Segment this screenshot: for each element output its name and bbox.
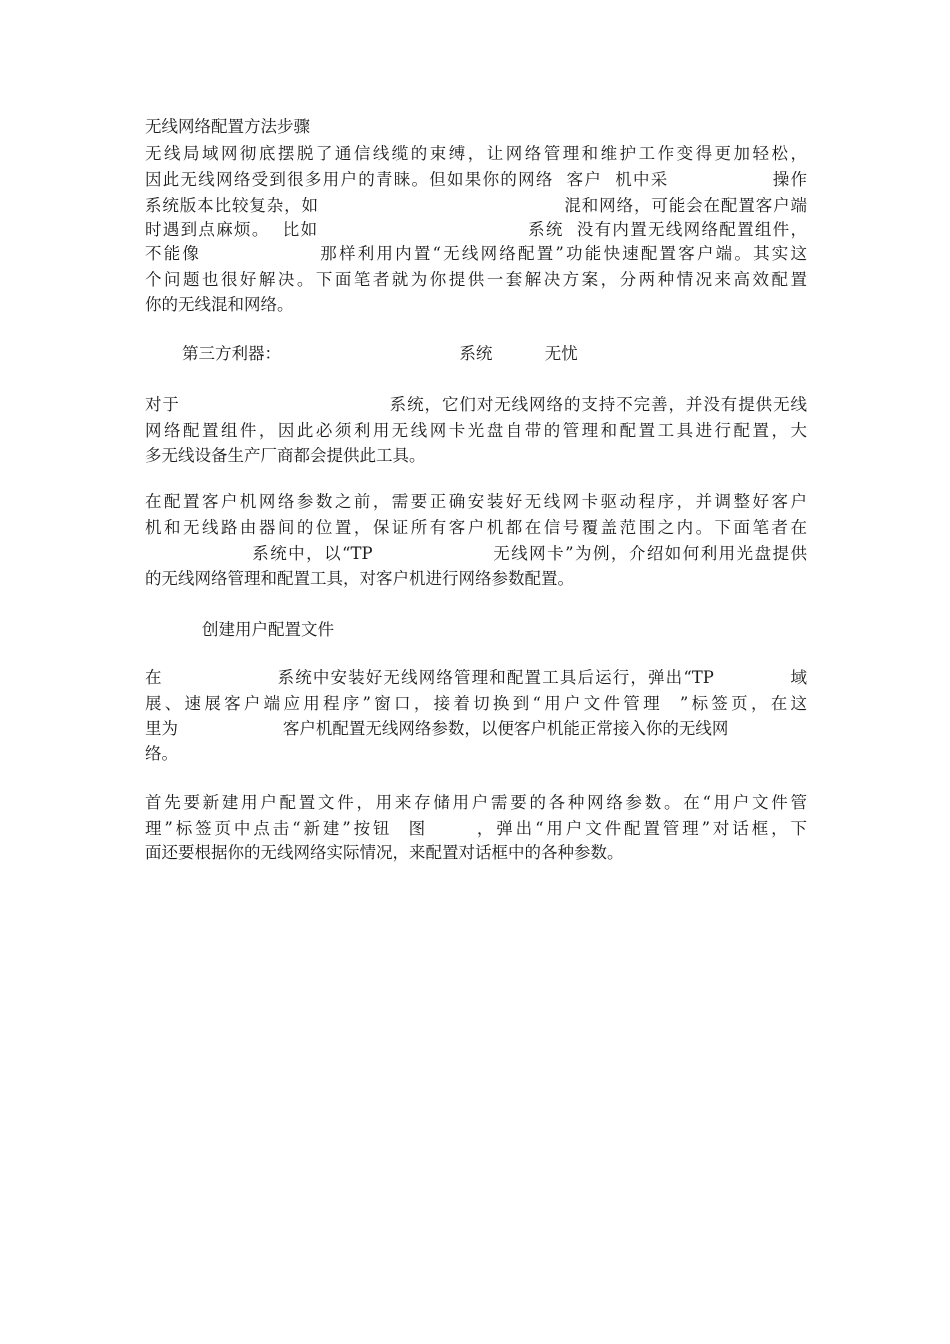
paragraph-line: 对于 系统，它们对无线网络的支持不完善，并没有提供无线 xyxy=(145,395,807,414)
paragraph-line: 在配置客户机网络参数之前，需要正确安装好无线网卡驱动程序，并调整好客户 xyxy=(145,492,807,511)
document-title: 无线网络配置方法步骤 xyxy=(145,117,310,136)
paragraph-line: 无线局域网彻底摆脱了通信线缆的束缚，让网络管理和维护工作变得更加轻松， xyxy=(145,144,807,163)
paragraph-line: 络。 xyxy=(145,744,178,763)
section-heading-third-party: 第三方利器： 系统 无忧 xyxy=(182,344,578,363)
paragraph-line: 机和无线路由器间的位置，保证所有客户机都在信号覆盖范围之内。下面笔者在 xyxy=(145,518,807,537)
paragraph-line: 理”标签页中点击“新建”按钮 图 ，弹出“用户文件配置管理”对话框，下 xyxy=(145,819,807,838)
paragraph-line: 系统中，以“TP 无线网卡”为例，介绍如何利用光盘提供 xyxy=(145,544,807,563)
paragraph-line: 面还要根据你的无线网络实际情况，来配置对话框中的各种参数。 xyxy=(145,843,624,862)
paragraph-line: 的无线网络管理和配置工具，对客户机进行网络参数配置。 xyxy=(145,569,574,588)
paragraph-line: 网络配置组件，因此必须利用无线网卡光盘自带的管理和配置工具进行配置，大 xyxy=(145,421,807,440)
paragraph-line: 里为 客户机配置无线网络参数，以便客户机能正常接入你的无线网 xyxy=(145,719,729,738)
paragraph-line: 时遇到点麻烦。 比如 系统 没有内置无线网络配置组件， xyxy=(145,220,807,239)
paragraph-line: 不能像 那样利用内置“无线网络配置”功能快速配置客户端。其实这 xyxy=(145,244,807,263)
paragraph-line: 展、速展客户端应用程序”窗口，接着切换到“用户文件管理 ”标签页，在这 xyxy=(145,694,807,713)
paragraph-line: 因此无线网络受到很多用户的青睐。但如果你的网络 客户 机中采 操作 xyxy=(145,170,807,189)
paragraph-line: 多无线设备生产厂商都会提供此工具。 xyxy=(145,446,426,465)
paragraph-line: 首先要新建用户配置文件，用来存储用户需要的各种网络参数。在“用户文件管 xyxy=(145,793,807,812)
paragraph-line: 你的无线混和网络。 xyxy=(145,295,294,314)
section-heading-create-profile: 创建用户配置文件 xyxy=(202,620,334,639)
paragraph-line: 个问题也很好解决。下面笔者就为你提供一套解决方案，分两种情况来高效配置 xyxy=(145,270,807,289)
paragraph-line: 在 系统中安装好无线网络管理和配置工具后运行，弹出“TP 域 xyxy=(145,668,807,687)
paragraph-line: 系统版本比较复杂，如 混和网络，可能会在配置客户端 xyxy=(145,196,807,215)
